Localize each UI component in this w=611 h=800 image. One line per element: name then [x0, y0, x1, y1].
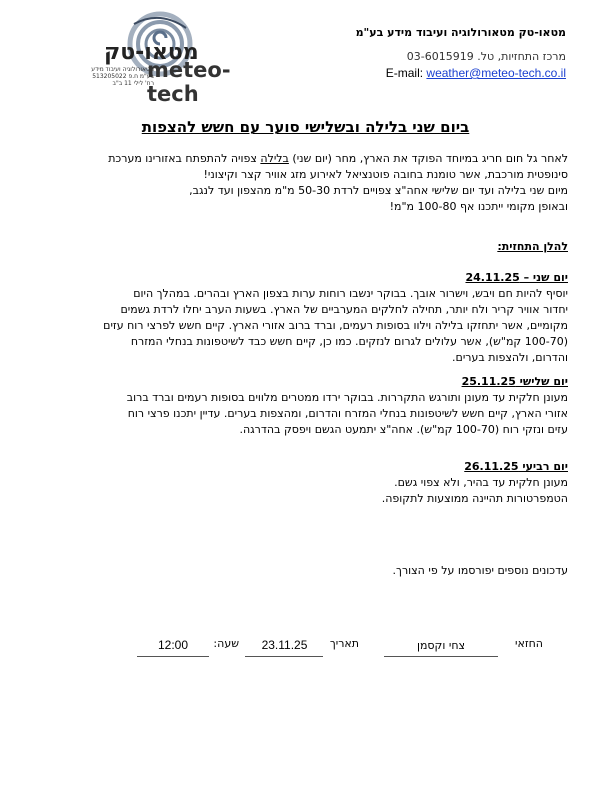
day-line: הטמפרטורות תהיינה ממוצעות לתקופה. [381, 492, 568, 505]
day-line: יחדור אוויר קריר ולח יותר, תחילה לחלקים המערביים של הארץ. בשעות הערב יחלו לרדת גשמים [120, 303, 568, 316]
intro-line-3: מיום שני בלילה ועד יום שלישי אחה"צ צפויים לרדת 50-30 מ"מ מהצפון ועד לנגב, [189, 184, 568, 197]
contact-line: מרכז התחזיות, טל. 03-6015919 [406, 50, 566, 63]
day-heading: יום שלישי 25.11.25 [461, 375, 568, 388]
intro-line-1 [38, 151, 568, 167]
time-line [137, 656, 209, 657]
forecaster-label: החזאי [515, 637, 543, 650]
day-line: עזים ונזקי רוח (100-70 קמ"ש). אחה"צ יתמעט הגשם ויפסק בהדרגה. [239, 423, 568, 436]
forecast-heading: להלן התחזית: [497, 240, 568, 253]
logo-small-text: מטאורולוגיה ועיבוד מידע בע"מ ח.פ 513205022 רח' לילי 11 ב"ב [91, 66, 154, 87]
forecast-day [38, 270, 568, 366]
email-link[interactable]: weather@meteo-tech.co.il [426, 66, 566, 80]
date-value: 23.11.25 [261, 638, 308, 652]
day-heading: יום שני – 24.11.25 [465, 271, 568, 284]
intro-paragraph [38, 151, 568, 215]
day-line: מעונן חלקית עד בהיר, ולא צפוי גשם. [394, 476, 568, 489]
company-logo [42, 10, 231, 106]
forecast-day [38, 459, 568, 507]
day-line: (100-70 קמ"ש), אשר עלולים לגרום לנזקים. כמו כן, קיים חשש כבד לשיטפונות בנחלי המזרח [130, 335, 568, 348]
intro-line-2: סינופטית מורכבת, אשר טומנת בחובה פוטנציאל לאירוע מזג אוויר קצר וקיצוני! [203, 168, 568, 181]
updates-note: עדכונים נוספים יפורסמו על פי הצורך. [392, 564, 568, 577]
logo-hebrew-text: מטאו-טק [104, 40, 199, 65]
letterhead [0, 0, 611, 106]
forecast-day [38, 374, 568, 438]
logo-english-text: meteo-tech [147, 58, 231, 106]
day-line: מעונן חלקית עד מעונן ותורגש התקררות. בבוקר ירדו ממטרים מלווים בסופות רעמים וברד ברוב [126, 391, 568, 404]
page-title: ביום שני בלילה ובשלישי סוער עם חשש להצפות [141, 118, 470, 136]
intro-text: לאחר גל חום חריג במיוחד הפוקד את הארץ, מחר (יום שני) [288, 152, 568, 165]
intro-line-4: ובאופן מקומי ייתכנו אף 100-80 מ"מ! [389, 200, 568, 213]
intro-underlined-word: בלילה [260, 152, 289, 165]
day-line: והדרום, ולהצפות בערים. [452, 351, 568, 364]
time-label: שעה: [213, 637, 239, 650]
day-line: אזורי הארץ, קיים חשש לשיטפונות בנחלי המזרח והדרום, ומהצפות בערים. עדיין יתכנו פרצי רוח [127, 407, 568, 420]
time-value: 12:00 [157, 638, 189, 652]
date-label: תאריך [329, 637, 359, 650]
company-name: מטאו-טק מטאורולוגיה ועיבוד מידע בע"מ [355, 26, 566, 39]
day-line: יוסיף להיות חם ויבש, וישרור אובך. בבוקר ינשבו רוחות ערות בצפון הארץ ובהרים. במהלך היום [133, 287, 568, 300]
email-label: E-mail: [385, 66, 424, 80]
signature-line [384, 656, 498, 657]
intro-text: צפויה להתפתח באזורינו מערכת [108, 152, 261, 165]
date-line [245, 656, 323, 657]
day-heading: יום רביעי 26.11.25 [464, 460, 568, 473]
day-line: מקומיים, אשר יתחזקו בלילה וילוו בסופות רעמים, וברד ברוב אזורי הארץ. קיים חשש לפרצי רוח עזים [103, 319, 568, 332]
forecaster-name: צחי וקסמן [416, 639, 466, 652]
email-line [386, 66, 566, 80]
